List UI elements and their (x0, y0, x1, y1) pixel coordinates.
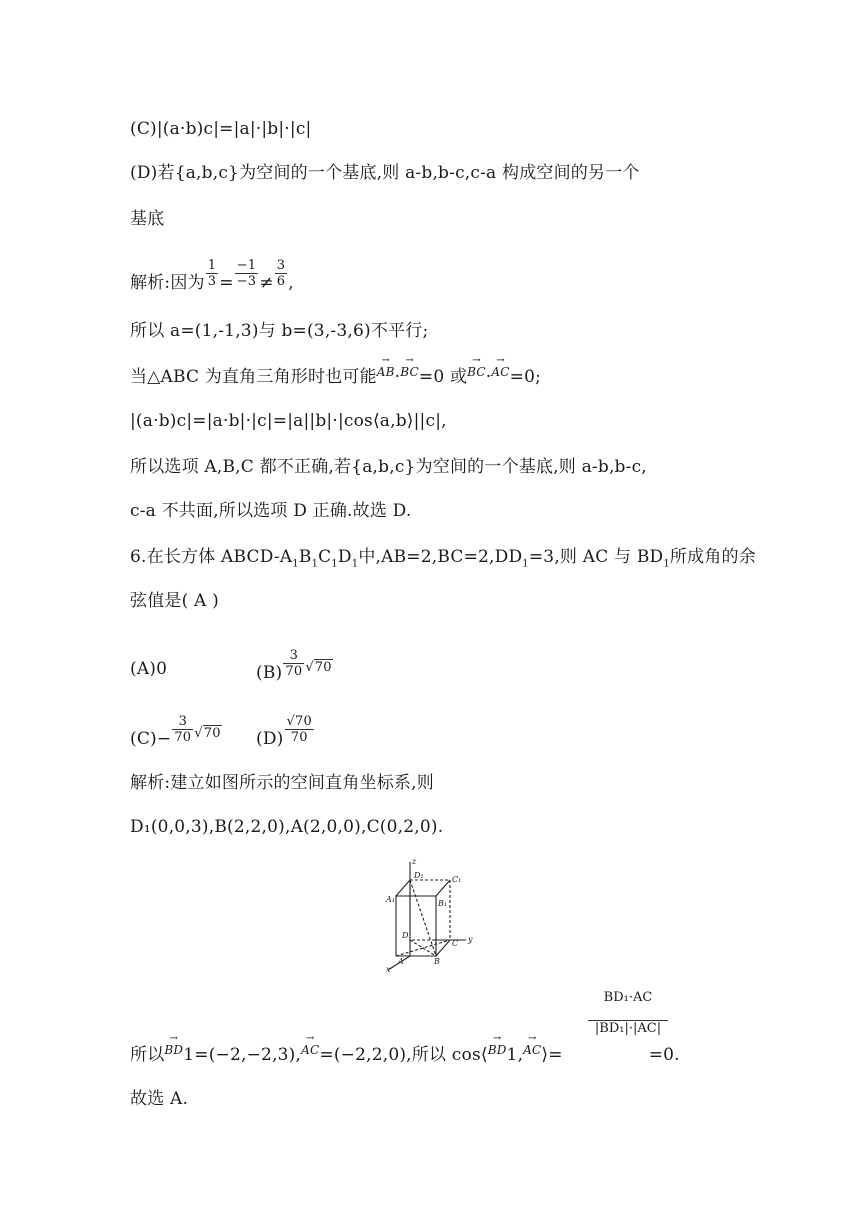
option-d: (D)若{a,b,c}为空间的一个基底,则 a-b,b-c,c-a 构成空间的另一个 (130, 163, 640, 183)
coordinates-line: D₁(0,0,3),B(2,2,0),A(2,0,0),C(0,2,0). (130, 817, 444, 837)
final-line (130, 1044, 680, 1067)
final-end: =0. (648, 1045, 680, 1065)
label-z: z (412, 857, 417, 866)
option-b-radicand: 70 (314, 659, 332, 675)
label-b1: B₁ (438, 899, 448, 908)
fraction-3-den: 6 (276, 274, 286, 289)
q6-post: 中,AB=2,BC=2,DD (358, 547, 523, 567)
not-equal-sign: ≠ (259, 273, 274, 293)
triangle-line (130, 366, 541, 389)
edge-a1-d1 (396, 880, 410, 896)
q6-tail: =3,则 AC 与 BD (528, 547, 664, 567)
front-face (396, 896, 436, 956)
vector-bd1-2: → BD (488, 1039, 507, 1061)
fraction-3-num: 3 (276, 258, 286, 273)
option-c-fraction (172, 714, 193, 745)
vector-ac-2: → AC (523, 1039, 541, 1061)
label-a: A (398, 957, 404, 966)
option-c-den: 70 (174, 730, 192, 745)
fraction-2-num: −1 (236, 258, 257, 273)
sub-1: 1 (351, 558, 359, 570)
option-b-fraction (283, 648, 304, 679)
analysis-line (130, 258, 294, 299)
cuboid-figure (380, 856, 480, 974)
conclusion-line-2: c-a 不共面,所以选项 D 正确.故选 D. (130, 501, 412, 521)
option-c-sqrt: √70 (194, 725, 221, 741)
choose-a-line: 故选 A. (130, 1089, 189, 1109)
sub-1: 1 (331, 558, 338, 570)
option-c: (C)|(a·b)c|=|a|·|b|·|c| (130, 119, 312, 139)
label-a1: A₁ (386, 895, 395, 904)
final-ac-vals: =(−2,2,0),所以 cos⟨ (319, 1045, 488, 1065)
edge-b-c (436, 940, 450, 956)
label-c1: C₁ (452, 875, 462, 884)
final-gt: ⟩= (541, 1045, 563, 1065)
vector-ac-final: → AC (301, 1039, 319, 1061)
question-6-line-2: 弦值是( A ) (130, 591, 219, 611)
q6-end: 所成角的余 (669, 547, 756, 567)
diagonal-bd1 (410, 880, 436, 956)
option-b-label: (B) (256, 663, 283, 683)
final-prefix: 所以 (130, 1045, 165, 1065)
option-b-sqrt: √70 (305, 659, 332, 675)
option-d-q6 (256, 714, 315, 755)
label-c: C (452, 939, 459, 948)
edge-b1-c1 (436, 880, 450, 896)
equals-sign: = (219, 273, 234, 293)
option-b-den: 70 (285, 664, 303, 679)
final-mid: 1, (506, 1045, 524, 1065)
fraction-1-den: 3 (207, 274, 217, 289)
not-parallel-line: 所以 a=(1,-1,3)与 b=(3,-3,6)不平行; (130, 321, 429, 341)
cosine-numerator: BD₁·AC (588, 990, 668, 1021)
option-b (256, 648, 333, 689)
fraction-1-num: 1 (207, 258, 217, 273)
question-6-line-1: 6.在长方体 ABCD-$A_1B_1C_1D_1$中$,AB=2,BC=2,DD_1=3$,则 AC 与 $BD_1$所成角的余 (130, 547, 756, 570)
option-c-radicand: 70 (203, 725, 221, 741)
label-y: y (468, 935, 473, 944)
triangle-end: =0; (509, 367, 542, 387)
label-b: B (434, 957, 440, 966)
option-d-den: 70 (290, 730, 308, 745)
fraction-2-den: −3 (236, 274, 257, 289)
solution-intro: 解析:建立如图所示的空间直角坐标系,则 (130, 773, 434, 793)
triangle-mid: =0 或 (418, 367, 468, 387)
sub-1: 1 (663, 558, 670, 570)
sub-1: 1 (522, 558, 529, 570)
option-c-q6 (130, 714, 222, 755)
vector-ab: → AB (377, 361, 395, 383)
diagonal-db (410, 940, 436, 956)
q6-pre: 6.在长方体 ABCD-A (130, 547, 293, 567)
conclusion-line-1: 所以选项 A,B,C 都不正确,若{a,b,c}为空间的一个基底,则 a-b,b-c, (130, 457, 647, 477)
analysis-end: , (288, 273, 294, 293)
cosine-fraction (588, 990, 668, 1036)
option-a: (A)0 (130, 659, 168, 679)
sub-1: 1 (292, 558, 299, 570)
vector-bc: → BC (400, 361, 419, 383)
cosine-denominator: |BD₁|·|AC| (594, 1021, 662, 1036)
triangle-prefix: 当△ABC 为直角三角形时也可能 (130, 367, 377, 387)
label-d: D (402, 931, 409, 940)
final-bd-vals: 1=(−2,−2,3), (183, 1045, 302, 1065)
vector-bd1: → BD (164, 1039, 183, 1061)
back-face (410, 880, 450, 940)
label-x: x (386, 965, 391, 974)
option-d-label: (D) (256, 729, 284, 749)
analysis-prefix: 解析:因为 (130, 273, 205, 293)
option-d-continued: 基底 (130, 209, 165, 229)
abs-value-line: |(a·b)c|=|a·b|·|c|=|a||b|·|cos⟨a,b⟩||c|, (130, 411, 447, 431)
vector-ac: → AC (491, 361, 509, 383)
option-b-num: 3 (283, 648, 304, 664)
option-d-num: √70 (286, 714, 312, 729)
option-d-fraction (285, 714, 314, 745)
fraction-2 (235, 258, 259, 289)
sub-1: 1 (311, 558, 319, 570)
fraction-1 (206, 258, 218, 289)
fraction-3 (275, 258, 287, 289)
option-c-num: 3 (172, 714, 193, 730)
vector-bc-2: → BC (467, 361, 486, 383)
label-d1: D₁ (414, 871, 424, 880)
dot-2: · (485, 367, 492, 387)
option-c-label: (C)− (130, 729, 172, 749)
dot-1: · (394, 367, 401, 387)
